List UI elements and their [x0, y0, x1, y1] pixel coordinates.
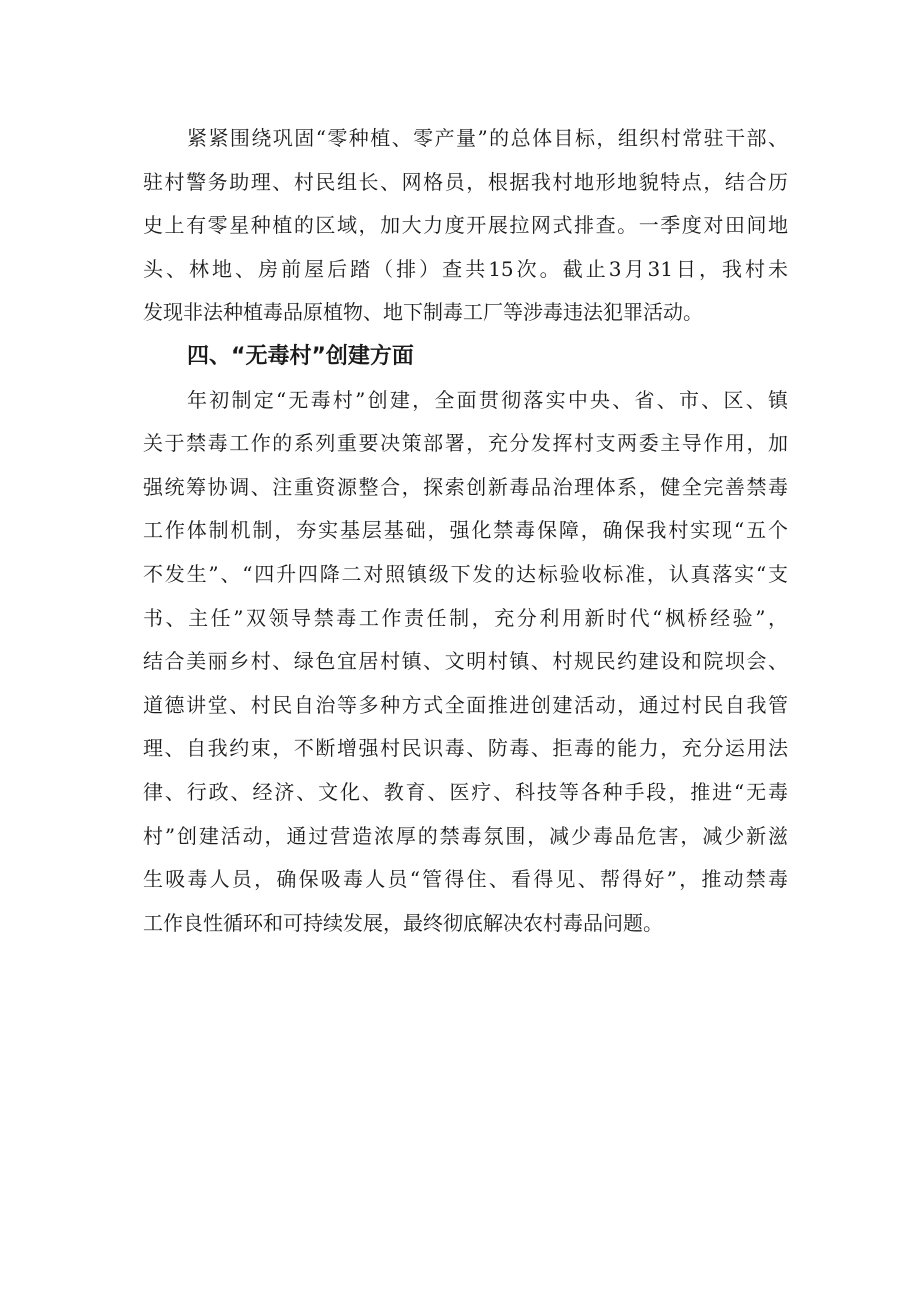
paragraph-line: 书、主任”双领导禁毒工作责任制，充分利用新时代“枫桥经验”， [143, 605, 788, 630]
paragraph-line: 不发生”、“四升四降二对照镇级下发的达标验收标准，认真落实“支 [143, 561, 788, 586]
paragraph-line: 关于禁毒工作的系列重要决策部署，充分发挥村支两委主导作用，加 [143, 431, 788, 456]
paragraph-line: 工作体制机制，夯实基层基础，强化禁毒保障，确保我村实现“五个 [143, 518, 788, 543]
paragraph-line: 年初制定“无毒村”创建，全面贯彻落实中央、省、市、区、镇 [187, 387, 788, 412]
paragraph-line: 道德讲堂、村民自治等多种方式全面推进创建活动，通过村民自我管 [143, 692, 788, 717]
paragraph-line: 结合美丽乡村、绿色宜居村镇、文明村镇、村规民约建设和院坝会、 [143, 649, 788, 674]
paragraph-line: 生吸毒人员，确保吸毒人员“管得住、看得见、帮得好”，推动禁毒 [143, 867, 788, 892]
paragraph-line: 史上有零星种植的区域，加大力度开展拉网式排查。一季度对田间地 [143, 213, 788, 238]
paragraph-line: 驻村警务助理、村民组长、网格员，根据我村地形地貌特点，结合历 [143, 169, 788, 194]
paragraph-line: 村”创建活动，通过营造浓厚的禁毒氛围，减少毒品危害，减少新滋 [143, 823, 788, 848]
paragraph-drug-free-village-creation [143, 379, 788, 946]
paragraph-line: 发现非法种植毒品原植物、地下制毒工厂等涉毒违法犯罪活动。 [143, 300, 703, 325]
paragraph-drug-crop-inspection [143, 117, 788, 335]
paragraph-line: 律、行政、经济、文化、教育、医疗、科技等各种手段，推进“无毒 [143, 779, 788, 804]
section-heading-drug-free-village: 四、“无毒村”创建方面 [187, 343, 414, 369]
document-body [143, 117, 788, 945]
paragraph-line: 紧紧围绕巩固“零种植、零产量”的总体目标，组织村常驻干部、 [187, 126, 788, 150]
paragraph-line: 强统筹协调、注重资源整合，探索创新毒品治理体系，健全完善禁毒 [143, 474, 788, 499]
paragraph-line: 工作良性循环和可持续发展，最终彻底解决农村毒品问题。 [143, 910, 663, 935]
paragraph-line: 理、自我约束，不断增强村民识毒、防毒、拒毒的能力，充分运用法 [143, 736, 788, 761]
paragraph-line: 头、林地、房前屋后踏（排）查共15次。截止3月31日，我村未 [143, 256, 788, 281]
